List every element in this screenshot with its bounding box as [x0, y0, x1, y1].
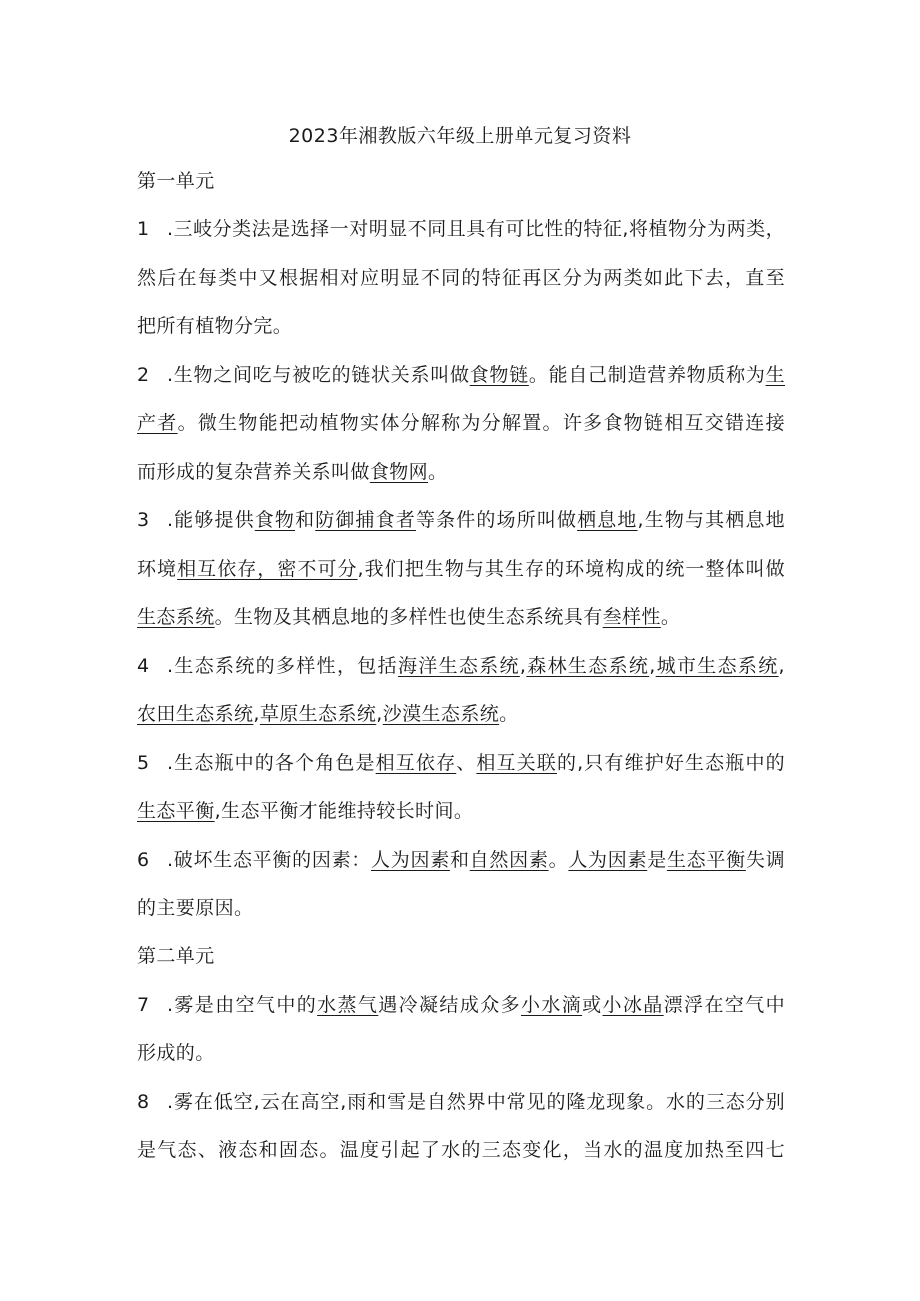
item-1-number: 1: [137, 218, 150, 240]
section-heading-unit-1: 第一单元: [137, 170, 215, 192]
item-6-line-2: 的主要原因。: [137, 897, 254, 919]
underlined-term: 相互依存: [375, 752, 457, 774]
item-7-line-2: 形成的。: [137, 1042, 215, 1064]
underlined-term: 小水滴: [520, 994, 583, 1016]
item-1-line-3: 把所有植物分完。: [137, 315, 293, 337]
underlined-term: 生态平衡: [137, 800, 215, 822]
section-heading-unit-2: 第二单元: [137, 945, 215, 967]
underlined-term: 水蒸气: [317, 994, 379, 1016]
underlined-term: 食物: [254, 509, 296, 531]
underlined-term: 生: [765, 364, 785, 386]
item-6-number: 6: [137, 849, 150, 871]
document-title: 2023年湘教版六年级上册单元复习资料: [288, 125, 632, 147]
item-6-line-1: 6 .破坏生态平衡的因素：人为因素和自然因素。人为因素是生态平衡失调: [137, 845, 785, 875]
item-4-line-2: 农田生态系统,草原生态系统,沙漠生态系统。: [137, 703, 519, 725]
item-2-line-2: 产者。微生物能把动植物实体分解称为分解置。许多食物链相互交错连接: [137, 412, 785, 434]
item-7-line-1: 7 .雾是由空气中的水蒸气遇冷凝结成众多小水滴或小冰晶漂浮在空气中: [137, 990, 785, 1020]
underlined-term: 食物链: [469, 364, 529, 386]
item-3-line-1: 3 .能够提供食物和防御捕食者等条件的场所叫做栖息地,生物与其栖息地: [137, 505, 785, 535]
underlined-term: 人为因素: [371, 849, 450, 871]
item-2-line-3: 而形成的复杂营养关系叫做食物网。: [137, 461, 448, 483]
underlined-term: 叁样性: [602, 606, 661, 628]
underlined-term: 沙漠生态系统: [382, 703, 500, 725]
item-3-line-3: 生态系统。生物及其栖息地的多样性也使生态系统具有叁样性。: [137, 606, 681, 628]
underlined-term: 森林生态系统: [526, 655, 650, 677]
underlined-term: 小冰晶: [602, 994, 664, 1016]
underlined-term: 生态系统: [137, 606, 215, 628]
underlined-term: 海洋生态系统: [397, 655, 520, 677]
item-3-line-2: 环境相互依存，密不可分,我们把生物与其生存的环境构成的统一整体叫做: [137, 558, 785, 580]
underlined-term: 草原生态系统: [259, 703, 377, 725]
underlined-term: 自然因素: [469, 849, 549, 871]
underlined-term: 人为因素: [568, 849, 648, 871]
underlined-term: 产者: [137, 412, 178, 434]
item-1-line-2: 然后在每类中又根据相对应明显不同的特征再区分为两类如此下去，直至: [137, 267, 785, 289]
item-2-line-1: 2 .生物之间吃与被吃的链状关系叫做食物链。能自己制造营养物质称为生: [137, 360, 785, 390]
underlined-term: 生态平衡: [666, 849, 746, 871]
item-2-number: 2: [137, 364, 150, 386]
underlined-term: 栖息地: [577, 509, 638, 531]
item-8-line-2: 是气态、液态和固态。温度引起了水的三态变化，当水的温度加热至四七: [137, 1139, 785, 1161]
underlined-term: 食物网: [369, 461, 429, 483]
item-4-line-1: 4 .生态系统的多样性，包括海洋生态系统,森林生态系统,城市生态系统,: [137, 651, 785, 681]
underlined-term: 农田生态系统: [137, 703, 254, 725]
underlined-term: 城市生态系统: [655, 655, 779, 677]
item-5-line-2: 生态平衡,生态平衡才能维持较长时间。: [137, 800, 474, 822]
item-1-line-1: 1 .三岐分类法是选择一对明显不同且具有可比性的特征,将植物分为两类，: [137, 214, 785, 244]
item-3-number: 3: [137, 509, 150, 531]
item-7-number: 7: [137, 994, 150, 1016]
underlined-term: 相互依存，密不可分: [177, 558, 358, 580]
item-4-number: 4: [137, 655, 150, 677]
item-5-line-1: 5 .生态瓶中的各个角色是相互依存、相互关联的,只有维护好生态瓶中的: [137, 748, 785, 778]
underlined-term: 相互关联: [476, 752, 557, 774]
item-8-line-1: 8 .雾在低空,云在高空,雨和雪是自然界中常见的隆龙现象。水的三态分别: [137, 1087, 785, 1117]
item-8-number: 8: [137, 1091, 150, 1113]
underlined-term: 防御捕食者: [315, 509, 416, 531]
item-5-number: 5: [137, 752, 150, 774]
